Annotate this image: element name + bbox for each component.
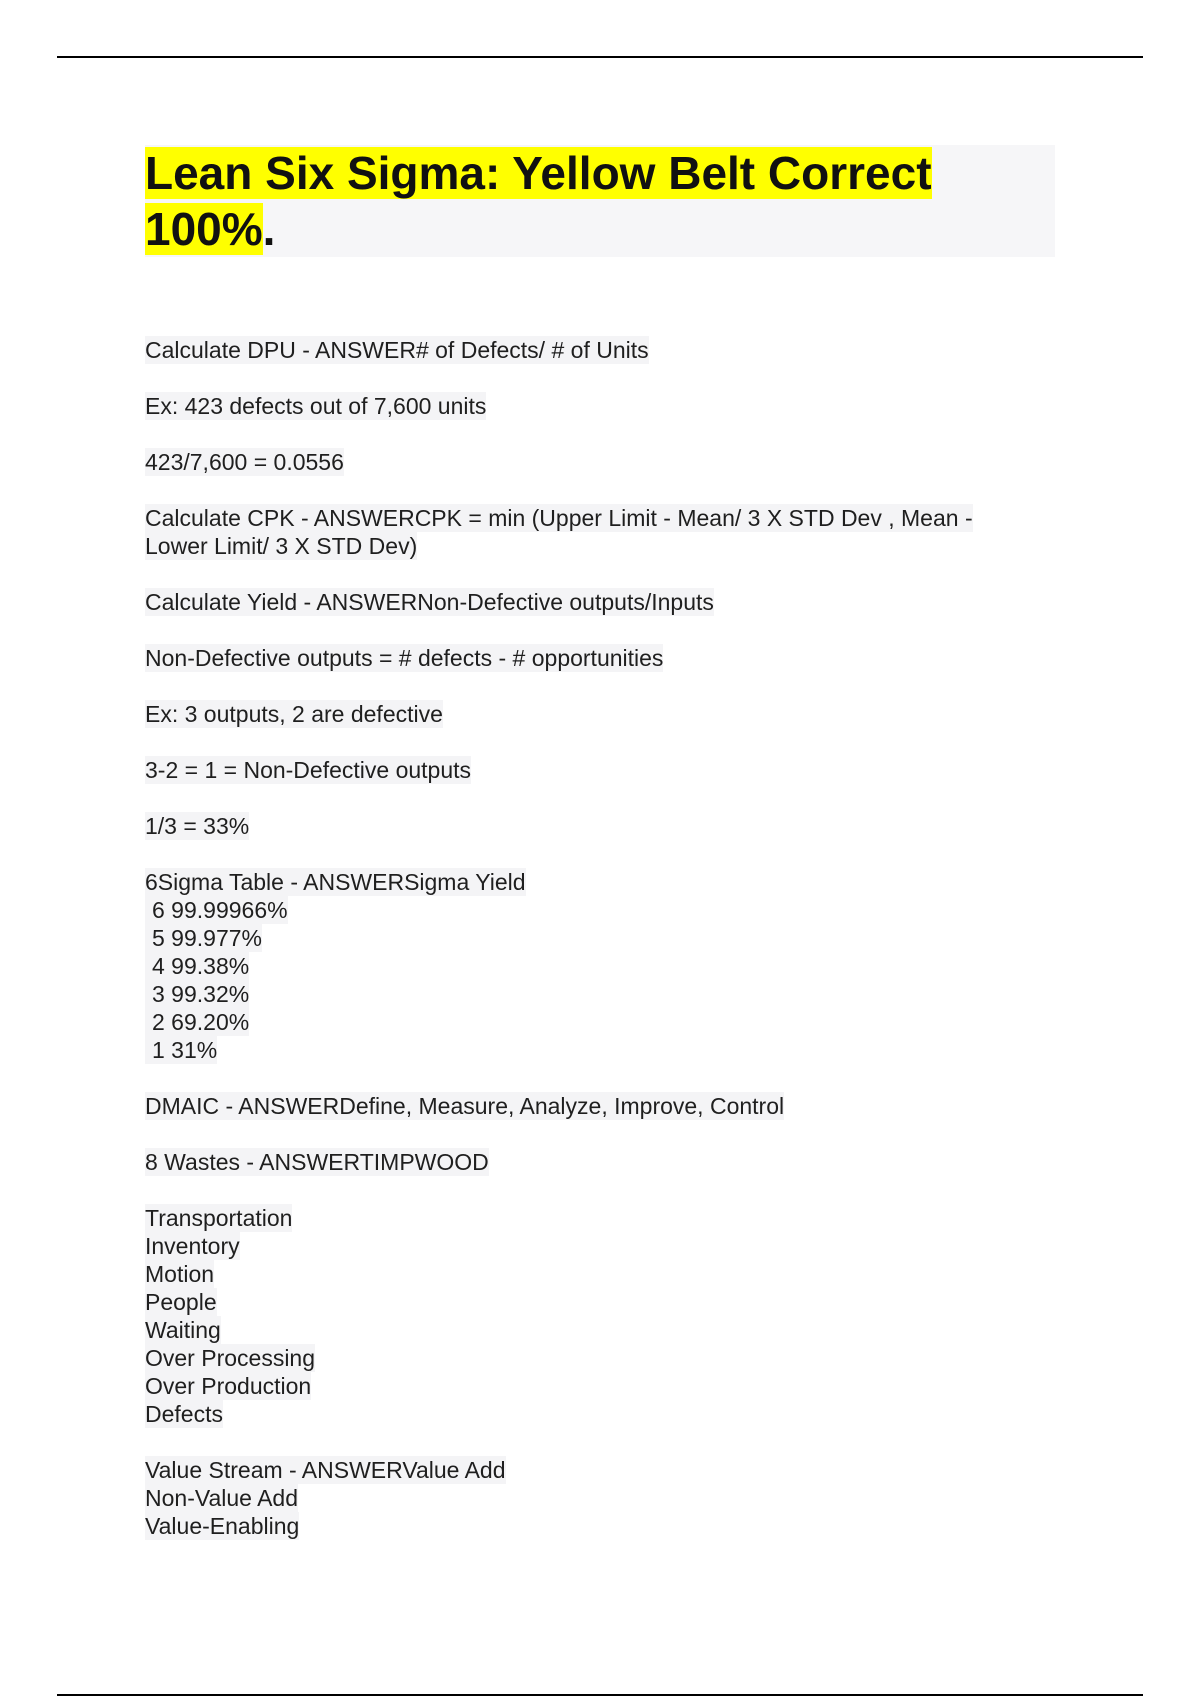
waste-item: People [145, 1289, 217, 1315]
sigma-row: 2 69.20% [145, 1008, 249, 1036]
waste-item: Over Processing [145, 1345, 316, 1371]
yield-example: Ex: 3 outputs, 2 are defective [145, 701, 443, 727]
dpu-question: Calculate DPU - ANSWER# of Defects/ # of Units [145, 337, 649, 363]
cpk-question: Calculate CPK - ANSWERCPK = min (Upper Limit - Mean/ 3 X STD Dev , Mean - Lower Limit/ 3 X STD Dev) [145, 505, 973, 559]
sigma-table-header: 6Sigma Table - ANSWERSigma Yield [145, 869, 526, 895]
title-suffix: . [262, 203, 276, 255]
waste-item: Defects [145, 1401, 223, 1427]
dmaic: DMAIC - ANSWERDefine, Measure, Analyze, Improve, Control [145, 1093, 785, 1119]
yield-question: Calculate Yield - ANSWERNon-Defective outputs/Inputs [145, 589, 714, 615]
document-body [145, 336, 1055, 1568]
footer-rule [57, 1694, 1143, 1696]
value-stream-header: Value Stream - ANSWERValue Add [145, 1457, 506, 1483]
title-highlight: Lean Six Sigma: Yellow Belt Correct 100% [145, 147, 932, 255]
page-title [145, 145, 1055, 257]
sigma-table [145, 868, 1055, 1064]
value-stream-item: Value-Enabling [145, 1513, 300, 1539]
waste-item: Transportation [145, 1205, 293, 1231]
wastes-header: 8 Wastes - ANSWERTIMPWOOD [145, 1149, 489, 1175]
sigma-row: 1 31% [145, 1036, 217, 1064]
sigma-row: 4 99.38% [145, 952, 249, 980]
sigma-row: 3 99.32% [145, 980, 249, 1008]
value-stream-item: Non-Value Add [145, 1485, 299, 1511]
waste-item: Inventory [145, 1233, 240, 1259]
sigma-row: 6 99.99966% [145, 896, 288, 924]
yield-definition: Non-Defective outputs = # defects - # opportunities [145, 645, 664, 671]
title-block [145, 145, 1055, 257]
waste-item: Over Production [145, 1373, 312, 1399]
waste-item: Motion [145, 1261, 215, 1287]
wastes-list [145, 1204, 1055, 1428]
yield-calc-1: 3-2 = 1 = Non-Defective outputs [145, 757, 472, 783]
header-rule [57, 56, 1143, 58]
dpu-calc: 423/7,600 = 0.0556 [145, 449, 344, 475]
value-stream [145, 1456, 1055, 1540]
yield-calc-2: 1/3 = 33% [145, 813, 250, 839]
sigma-row: 5 99.977% [145, 924, 262, 952]
waste-item: Waiting [145, 1317, 221, 1343]
dpu-example: Ex: 423 defects out of 7,600 units [145, 393, 487, 419]
